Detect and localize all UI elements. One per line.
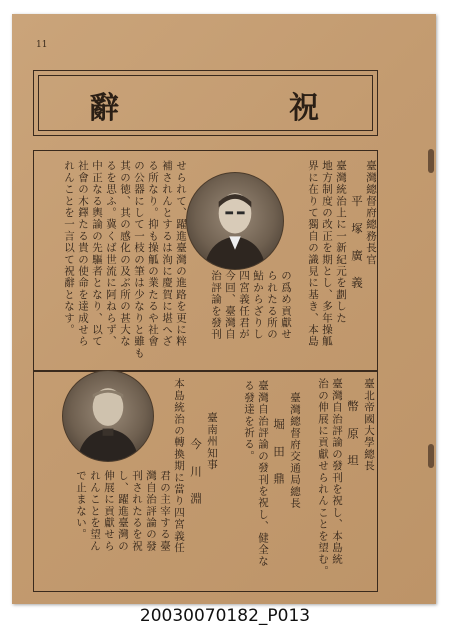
article-1-line: 其の徳、其の感化の及ぶ所の甚大な	[119, 160, 131, 348]
binding-hole	[428, 149, 434, 173]
portrait-imagawa	[62, 370, 154, 462]
article-4-name: 今 川 淵	[189, 438, 203, 510]
article-1-line: 今回、臺灣自	[224, 270, 236, 341]
article-4-line: 灣自治評論の發	[145, 470, 157, 552]
article-4-line: 本島統治の轉換期に當り四宮義任	[173, 378, 185, 554]
article-1-line: 鮎からざりし	[252, 270, 264, 341]
article-1-line: るを思ふ。冀くば世流に阿ねらず、	[105, 160, 117, 348]
image-caption: 20030070182_P013	[139, 606, 311, 626]
article-4-line: 伸展に貢獻せら	[103, 470, 115, 552]
article-2-line: 治の伸展に貢獻せられんことを望む。	[317, 378, 329, 577]
title-box	[33, 70, 378, 136]
article-1-line: 四宮義任君が	[238, 270, 250, 341]
title-char-left: 辭	[89, 91, 119, 126]
article-1-line: 補されんとするは洵に慶賀に堪へざ	[161, 160, 173, 348]
article-3-line: 臺灣自治評論の發刊を祝し、健全な	[257, 380, 269, 568]
article-1-line: 臺灣統治上に一新紀元を劃した	[335, 160, 347, 324]
article-3-title: 臺灣總督府交通局總長	[289, 392, 301, 509]
article-1-line: の爲め貢獻せ	[280, 270, 292, 341]
title-char-right: 祝	[289, 91, 319, 126]
article-1-line: 地方制度の改正を期とし、多年操觚	[321, 160, 333, 348]
article-2-title: 臺北帝國大學總長	[363, 378, 375, 472]
article-4-line: れんことを望ん	[89, 470, 101, 552]
article-4-line: で止まない。	[75, 470, 87, 541]
article-1-line: られたる所の	[266, 270, 278, 341]
page-number: 11	[36, 40, 48, 50]
binding-hole	[428, 444, 434, 468]
article-1-line: 界に在りて獨自の識見に基き、本島	[307, 160, 319, 348]
article-2-name: 幣 原 坦	[346, 400, 360, 472]
article-1-line: る所なり。抑も操觚の業たるや社會	[147, 160, 159, 348]
article-1-line: 社會の木鐸たる貴の使命を達成せら	[77, 160, 89, 348]
article-1-name: 平 塚 廣 義	[350, 195, 364, 294]
section-divider	[33, 370, 378, 372]
article-1-line: せられて、躍進臺灣の進路を更に粹	[175, 160, 187, 348]
article-4-title: 臺南州知事	[206, 412, 218, 471]
portrait-figure-icon	[63, 371, 153, 461]
article-2-line: 臺灣自治評論の發刊を祝し、本島統	[331, 378, 343, 566]
portrait-figure-icon	[187, 173, 283, 269]
article-1-title: 臺灣總督府總務長官	[365, 160, 377, 266]
article-1-line: れんことを一言以て祝辭となす。	[63, 160, 75, 336]
portrait-hiratsuka	[186, 172, 284, 270]
article-4-line: し、躍進臺灣の	[117, 470, 129, 552]
article-1-line: 治評論を發刊	[210, 270, 222, 341]
article-3-name: 堀 田 鼎	[272, 418, 286, 490]
article-1-line: の公器にして一枝の筆は少なりと雖も	[133, 160, 145, 359]
article-1-line: 中正なる輿論の先驅者となり、以て	[91, 160, 103, 348]
article-4-line: 刊されたるを祝	[131, 470, 143, 552]
article-3-line: る發達を祈る。	[243, 380, 255, 462]
article-4-line: 君の主宰する臺	[159, 470, 171, 552]
